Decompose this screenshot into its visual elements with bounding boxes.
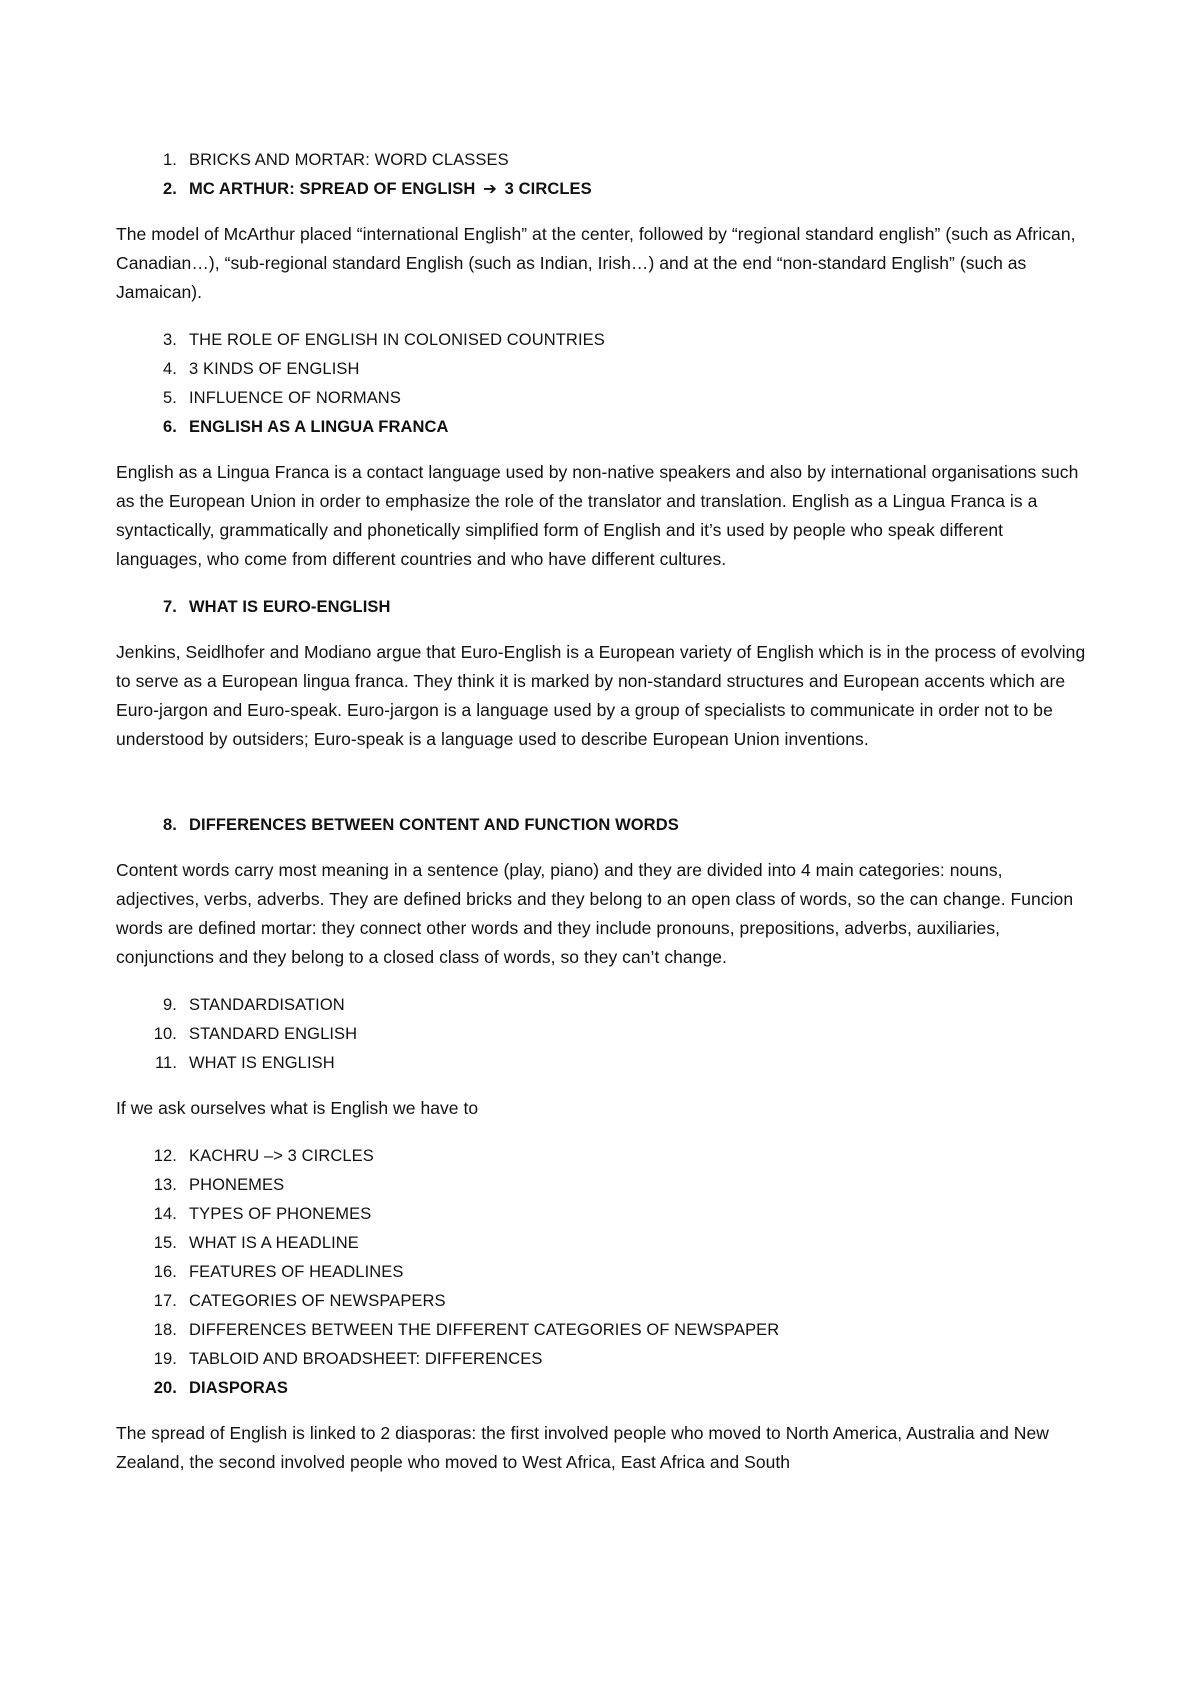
list-item xyxy=(116,384,1090,413)
list-text: TYPES OF PHONEMES xyxy=(189,1205,372,1223)
list-number: 17. xyxy=(153,1292,177,1310)
list-number: 16. xyxy=(153,1263,177,1281)
list-text: FEATURES OF HEADLINES xyxy=(189,1263,404,1281)
list-number: 19. xyxy=(153,1350,177,1368)
list-number: 2. xyxy=(163,180,177,198)
list-number: 1. xyxy=(163,151,177,169)
list-text: 3 KINDS OF ENGLISH xyxy=(189,360,360,378)
list-item xyxy=(116,1020,1090,1049)
list-item xyxy=(116,1374,1090,1403)
list-number: 3. xyxy=(163,331,177,349)
list-text: WHAT IS A HEADLINE xyxy=(189,1234,359,1252)
right-arrow-icon: ➔ xyxy=(483,180,497,198)
list-item xyxy=(116,1258,1090,1287)
list-text: ENGLISH AS A LINGUA FRANCA xyxy=(189,418,449,436)
list-item xyxy=(116,1316,1090,1345)
list-text: BRICKS AND MORTAR: WORD CLASSES xyxy=(189,151,509,169)
list-text: DIASPORAS xyxy=(189,1379,288,1397)
paragraph-mcarthur: The model of McArthur placed “international English” at the center, followed by “regional standard english” (such as African, Canadian…), “sub-regional standard English (such as Indian, Irish…) and at the end “non-standard English” (such as Jamaican). xyxy=(116,224,1076,302)
list-text: DIFFERENCES BETWEEN CONTENT AND FUNCTION WORDS xyxy=(189,816,679,834)
paragraph-content-function-words: Content words carry most meaning in a sentence (play, piano) and they are divided into 4 main categories: nouns, adjectives, verbs, adverbs. They are defined bricks and they belong to an open class of words, so the can change. Funcion words are defined mortar: they connect other words and they include pronouns, prepositions, adverbs, auxiliaries, conjunctions and they belong to a closed class of words, so they can’t change. xyxy=(116,860,1074,967)
list-item xyxy=(116,811,1090,840)
list-number: 12. xyxy=(153,1147,177,1165)
blank-line xyxy=(116,773,1090,811)
list-number: 18. xyxy=(153,1321,177,1339)
list-text: STANDARDISATION xyxy=(189,996,345,1014)
paragraph-diasporas: The spread of English is linked to 2 diasporas: the first involved people who moved to North America, Australia and New Zealand, the second involved people who moved to West Africa, East Africa and South xyxy=(116,1423,1049,1472)
list-text: MC ARTHUR: SPREAD OF ENGLISH xyxy=(189,180,476,198)
list-text: DIFFERENCES BETWEEN THE DIFFERENT CATEGORIES OF NEWSPAPER xyxy=(189,1321,780,1339)
list-item xyxy=(116,1287,1090,1316)
list-text: THE ROLE OF ENGLISH IN COLONISED COUNTRIES xyxy=(189,331,605,349)
list-item xyxy=(116,146,1090,175)
paragraph-what-is-english: If we ask ourselves what is English we have to xyxy=(116,1098,479,1118)
list-number: 13. xyxy=(153,1176,177,1194)
list-text: TABLOID AND BROADSHEET: DIFFERENCES xyxy=(189,1350,543,1368)
list-item xyxy=(116,1229,1090,1258)
list-text: WHAT IS ENGLISH xyxy=(189,1054,335,1072)
list-number: 11. xyxy=(154,1054,177,1072)
list-number: 10. xyxy=(153,1025,177,1043)
list-item xyxy=(116,1142,1090,1171)
list-item xyxy=(116,413,1090,442)
list-item xyxy=(116,1171,1090,1200)
list-text: WHAT IS EURO-ENGLISH xyxy=(189,598,391,616)
document-body xyxy=(116,146,1090,1477)
list-number: 7. xyxy=(163,598,177,616)
list-item xyxy=(116,1345,1090,1374)
paragraph-euro-english: Jenkins, Seidlhofer and Modiano argue that Euro-English is a European variety of English which is in the process of evolving to serve as a European lingua franca. They think it is marked by non-standard structures and European accents which are Euro-jargon and Euro-speak. Euro-jargon is a language used by a group of specialists to communicate in order not to be understood by outsiders; Euro-speak is a language used to describe European Union inventions. xyxy=(116,642,1086,749)
list-text-with-arrow xyxy=(189,175,1090,204)
list-text-after-arrow: 3 CIRCLES xyxy=(504,180,592,198)
list-item xyxy=(116,1049,1090,1078)
list-number: 15. xyxy=(153,1234,177,1252)
list-number: 20. xyxy=(153,1379,177,1397)
list-number: 5. xyxy=(163,389,177,407)
list-number: 6. xyxy=(163,418,177,436)
list-number: 8. xyxy=(163,816,177,834)
list-item xyxy=(116,175,1090,204)
list-number: 4. xyxy=(163,360,177,378)
list-text: PHONEMES xyxy=(189,1176,285,1194)
list-text: CATEGORIES OF NEWSPAPERS xyxy=(189,1292,446,1310)
list-item xyxy=(116,355,1090,384)
list-text: KACHRU –> 3 CIRCLES xyxy=(189,1147,374,1165)
list-text: STANDARD ENGLISH xyxy=(189,1025,358,1043)
list-item xyxy=(116,1200,1090,1229)
list-number: 14. xyxy=(153,1205,177,1223)
list-text: INFLUENCE OF NORMANS xyxy=(189,389,401,407)
list-item xyxy=(116,991,1090,1020)
paragraph-lingua-franca: English as a Lingua Franca is a contact language used by non-native speakers and also by international organisations such as the European Union in order to emphasize the role of the translator and translation. English as a Lingua Franca is a syntactically, grammatically and phonetically simplified form of English and it’s used by people who speak different languages, who come from different countries and who have different cultures. xyxy=(116,462,1079,569)
list-item xyxy=(116,326,1090,355)
list-item xyxy=(116,593,1090,622)
list-number: 9. xyxy=(163,996,177,1014)
